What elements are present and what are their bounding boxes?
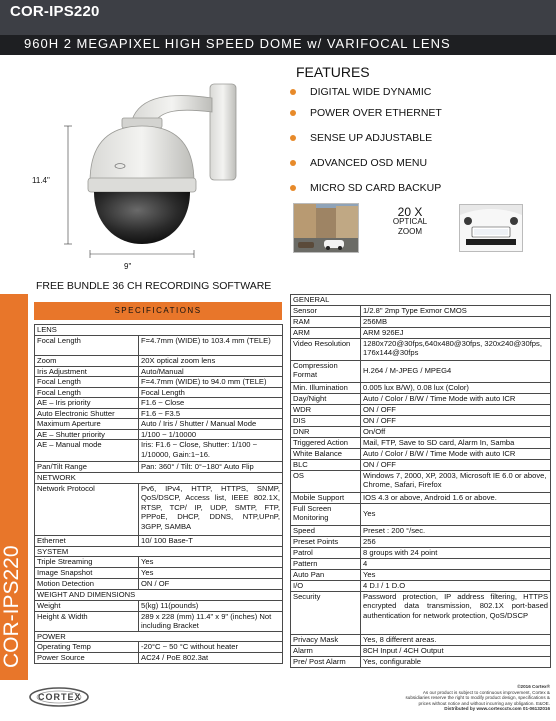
table-row: Iris Adjustment Auto/Manual — [35, 366, 283, 377]
table-row: White Balance Auto / Color / B/W / Time Mode with auto ICR — [291, 448, 551, 459]
table-row: Pattern 4 — [291, 558, 551, 569]
bullet-icon — [290, 89, 296, 95]
table-row: Alarm 8CH Input / 4CH Output — [291, 645, 551, 656]
camera-photo — [60, 62, 250, 262]
bundle-note: FREE BUNDLE 36 CH RECORDING SOFTWARE — [36, 280, 272, 292]
side-model-label: COR-IPS220 — [0, 545, 23, 668]
table-row: Ethernet 10/ 100 Base-T — [35, 535, 283, 546]
table-row: Zoom 20X optical zoom lens — [35, 355, 283, 366]
table-row: Weight 5(kg) 11(pounds) — [35, 600, 283, 611]
table-row: Video Resolution 1280x720@30fps,640x480@30fps, 320x240@30fps, 176x144@30fps — [291, 338, 551, 360]
table-row: WDR ON / OFF — [291, 404, 551, 415]
spec-table-left — [34, 324, 283, 664]
table-row: Min. Illumination 0.005 lux B/W), 0.08 lux (Color) — [291, 382, 551, 393]
spec-table-right — [290, 294, 551, 668]
optical-zoom-label: 20 X OPTICAL ZOOM — [392, 205, 428, 236]
bullet-icon — [290, 110, 296, 116]
table-row: I/O 4 D.I / 1 D.O — [291, 580, 551, 591]
table-row: ARM ARM 926EJ — [291, 327, 551, 338]
table-row: AE – Manual mode Iris: F1.6 ~ Close, Shutter: 1/100 ~ 1/10000, Gain:1~16. — [35, 440, 283, 462]
table-row: Auto Electronic Shutter F1.6 ~ F3.5 — [35, 408, 283, 419]
table-row: Triggered Action Mail, FTP, Save to SD card, Alarm In, Samba — [291, 437, 551, 448]
table-section-row: NETWORK — [35, 473, 283, 484]
table-row: AE – Shutter priority 1/100 ~ 1/10000 — [35, 429, 283, 440]
table-row: RAM 256MB — [291, 316, 551, 327]
bullet-icon — [290, 185, 296, 191]
table-section-row: WEIGHT AND DIMENSIONS — [35, 590, 283, 601]
logo-text: CORTEX — [38, 692, 82, 702]
table-row: AE – Iris priority F1.6 ~ Close — [35, 398, 283, 409]
bullet-icon — [290, 135, 296, 141]
table-row: Auto Pan Yes — [291, 569, 551, 580]
width-dimension-label: 9" — [124, 262, 132, 271]
table-row: Day/Night Auto / Color / B/W / Time Mode with auto ICR — [291, 393, 551, 404]
table-row: Speed Preset : 200 °/sec. — [291, 525, 551, 536]
table-row: DIS ON / OFF — [291, 415, 551, 426]
table-section-row: GENERAL — [291, 295, 551, 306]
zoomed-view-thumbnail — [459, 204, 523, 252]
product-subtitle: 960H 2 MEGAPIXEL HIGH SPEED DOME w/ VARIFOCAL LENS — [24, 36, 451, 51]
footer-disclaimer: ©2016 Cortex® As our product is subject to continuous improvement, Cortex & subsidiaries reserve the right to modify product design, specifications & prices without notice and without incurring any obligation. E&OE. Distributed by www.cortexcctv.com 01-06132016 — [405, 684, 550, 712]
table-row: Height & Width 289 x 228 (mm) 11.4" x 9" (inches) Not including Bracket — [35, 611, 283, 631]
table-row: Focal Length Focal Length — [35, 387, 283, 398]
table-row: Focal Length F=4.7mm (WIDE) to 103.4 mm (TELE) — [35, 335, 283, 355]
table-row: Security Password protection, IP address filtering, HTTPS encrypted data transmission, 802.1X port-based authentication for network protection, QoS/DSCP — [291, 591, 551, 634]
features-heading: FEATURES — [296, 64, 370, 80]
table-row: Motion Detection ON / OF — [35, 579, 283, 590]
table-section-row: POWER — [35, 631, 283, 642]
table-row: Triple Streaming Yes — [35, 557, 283, 568]
table-section-row: LENS — [35, 325, 283, 336]
table-row: Focal Length F=4.7mm (WIDE) to 94.0 mm (TELE) — [35, 377, 283, 388]
wide-view-thumbnail — [293, 203, 359, 253]
table-section-row: SYSTEM — [35, 546, 283, 557]
table-row: Compression Format H.264 / M-JPEG / MPEG4 — [291, 360, 551, 382]
table-row: Network Protocol Pv6, IPv4, HTTP, HTTPS, SNMP, QoS/DSCP, Access list, IEEE 802.1X, RTSP, TCP/ IP, UDP, SMTP, FTP, PPPoE, DHCP, DDNS, NTP,UPnP, 3GPP, SAMBA — [35, 483, 283, 535]
table-row: Image Snapshot Yes — [35, 568, 283, 579]
height-dimension-label: 11.4" — [32, 176, 50, 185]
table-row: Full Screen Monitoring Yes — [291, 503, 551, 525]
specifications-header: SPECIFICATIONS — [34, 302, 282, 320]
bullet-icon — [290, 160, 296, 166]
table-row: BLC ON / OFF — [291, 459, 551, 470]
table-row: Pan/Tilt Range Pan: 360° / Tilt: 0°~180° Auto Flip — [35, 462, 283, 473]
table-row: OS Windows 7, 2000, XP, 2003, Microsoft IE 6.0 or above, Chrome, Safari, Firefox — [291, 470, 551, 492]
table-row: Pre/ Post Alarm Yes, configurable — [291, 656, 551, 667]
table-row: Operating Temp -20°C ~ 50 °C without heater — [35, 642, 283, 653]
table-row: Patrol 8 groups with 24 point — [291, 547, 551, 558]
table-row: Preset Points 256 — [291, 536, 551, 547]
table-row: Privacy Mask Yes, 8 different areas. — [291, 634, 551, 645]
table-row: DNR On/Off — [291, 426, 551, 437]
model-title: COR-IPS220 — [10, 3, 100, 20]
table-row: Mobile Support IOS 4.3 or above, Android 1.6 or above. — [291, 492, 551, 503]
table-row: Sensor 1/2.8" 2mp Type Exmor CMOS — [291, 305, 551, 316]
table-row: Power Source AC24 / PoE 802.3at — [35, 653, 283, 664]
table-row: Maximum Aperture Auto / Iris / Shutter / Manual Mode — [35, 419, 283, 430]
